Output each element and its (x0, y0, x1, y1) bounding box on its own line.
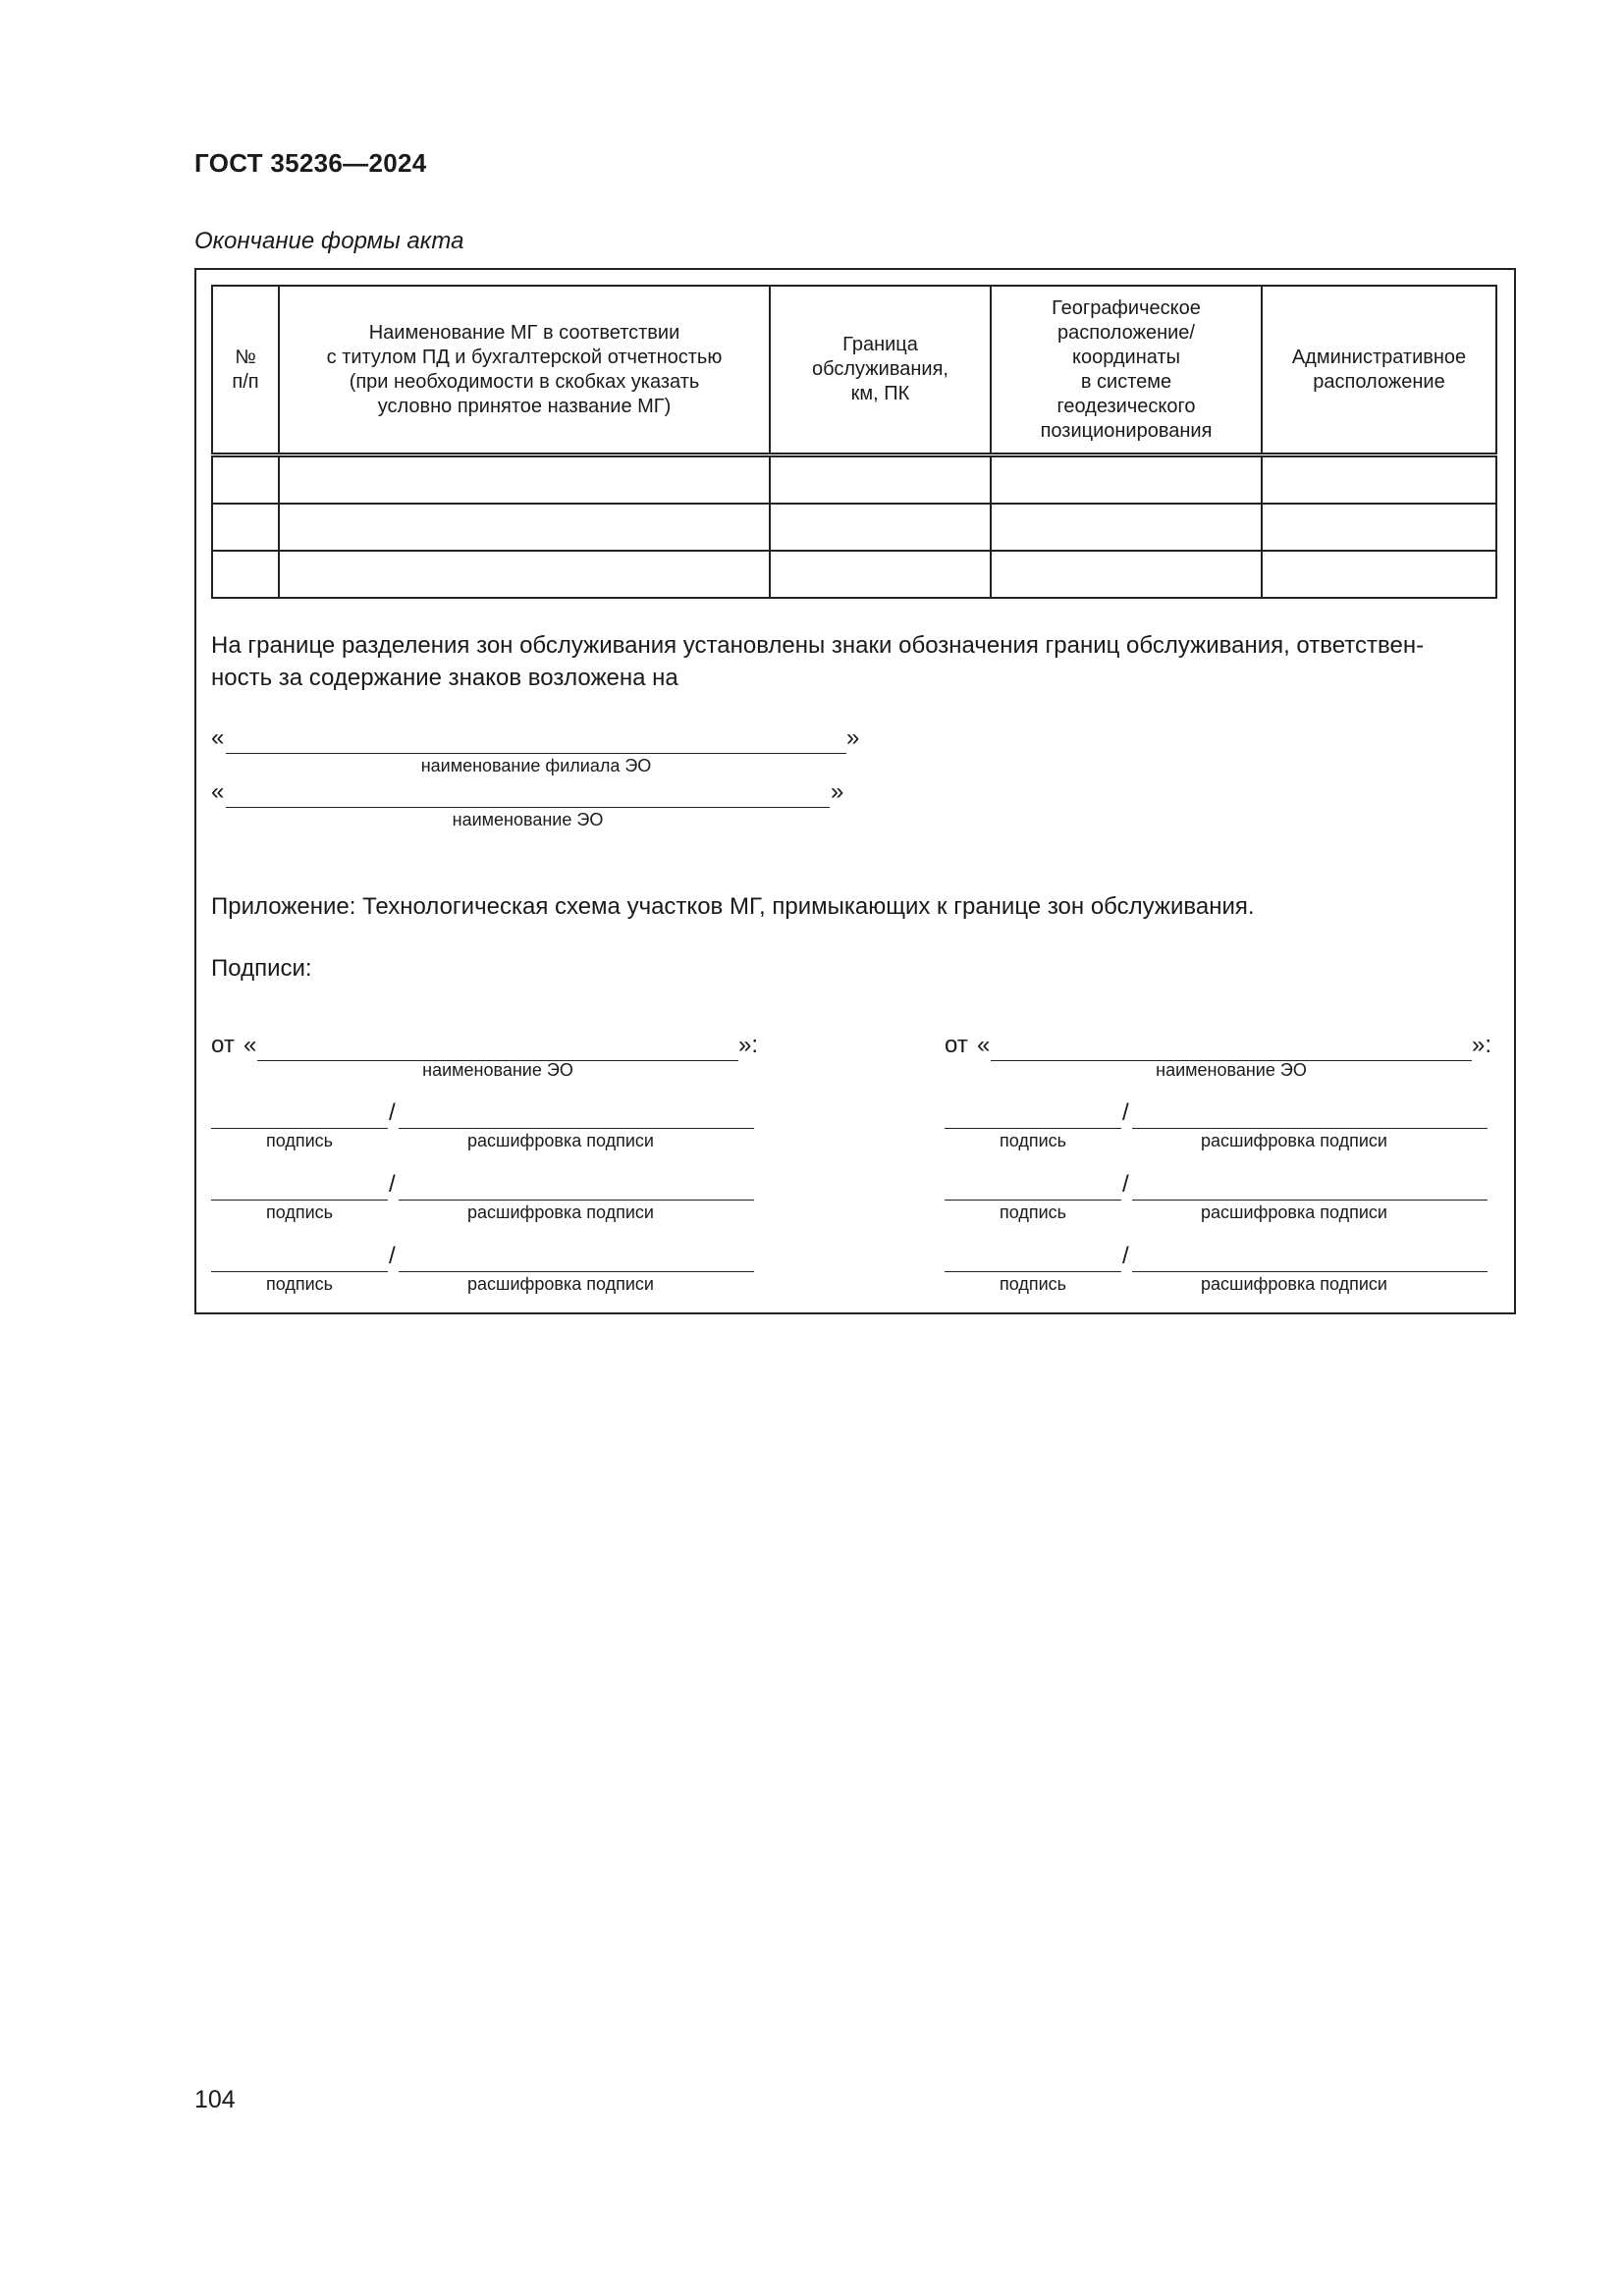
table-cell[interactable] (991, 455, 1262, 505)
eo-name-caption: наименование ЭО (452, 810, 604, 829)
quote-close: » (846, 724, 860, 751)
col-header-line: Административное (1291, 346, 1467, 368)
paragraph-line: ность за содержание знаков возложена на (211, 665, 678, 691)
branch-name-field[interactable] (226, 724, 846, 754)
signature-caption: подпись (265, 1274, 334, 1294)
col-header-line: Наименование МГ в соответствии (368, 321, 680, 344)
signature-decode-caption: расшифровка подписи (467, 1274, 654, 1294)
sig-separator: / (1122, 1171, 1129, 1198)
branch-name-caption: наименование филиала ЭО (420, 756, 652, 775)
appendix-text: Приложение: Технологическая схема участков МГ, примыкающих к границе зон обслуживания. (211, 893, 1255, 920)
signature-caption: подпись (999, 1131, 1067, 1150)
table-cell[interactable] (770, 504, 991, 551)
quote-close-colon: »: (1472, 1032, 1492, 1058)
form-caption: Окончание формы акта (194, 228, 464, 254)
table-cell[interactable] (279, 504, 770, 551)
col-header-line: Граница (842, 334, 918, 355)
table-cell[interactable] (1262, 504, 1496, 551)
col-header-line: координаты (1072, 346, 1180, 368)
quote-close: » (831, 778, 844, 805)
signature-decode-caption: расшифровка подписи (1201, 1131, 1387, 1150)
signature-field[interactable] (211, 1099, 388, 1129)
signature-caption: подпись (999, 1274, 1067, 1294)
signature-decode-field[interactable] (1132, 1099, 1488, 1129)
table-cell[interactable] (991, 551, 1262, 598)
col-header-geo-location (991, 286, 1262, 455)
table-row (212, 455, 1496, 505)
col-header-line: п/п (232, 370, 259, 393)
signature-field[interactable] (211, 1171, 388, 1201)
from-eo-caption-right: наименование ЭО (1156, 1060, 1307, 1080)
signature-field[interactable] (945, 1171, 1121, 1201)
table-row (212, 504, 1496, 551)
col-header-admin-location (1262, 286, 1496, 455)
from-eo-caption-left: наименование ЭО (422, 1060, 573, 1080)
from-label: от (945, 1032, 968, 1058)
col-header-pipeline-name (279, 286, 770, 455)
sig-separator: / (1122, 1099, 1129, 1126)
table-cell[interactable] (770, 455, 991, 505)
signature-decode-field[interactable] (399, 1243, 754, 1272)
signature-decode-field[interactable] (399, 1171, 754, 1201)
from-label: от (211, 1032, 235, 1058)
responsibility-paragraph (211, 629, 1495, 694)
table-cell[interactable] (212, 551, 279, 598)
quote-open: « (211, 778, 225, 805)
table-cell[interactable] (991, 504, 1262, 551)
signature-field[interactable] (945, 1243, 1121, 1272)
col-header-line: (при необходимости в скобках указать (349, 370, 700, 393)
col-header-number (212, 286, 279, 455)
signature-caption: подпись (265, 1202, 334, 1222)
signature-caption: подпись (265, 1131, 334, 1150)
signature-decode-caption: расшифровка подписи (467, 1131, 654, 1150)
table-cell[interactable] (279, 551, 770, 598)
page-number: 104 (194, 2086, 236, 2113)
table-cell[interactable] (1262, 455, 1496, 505)
signature-caption: подпись (999, 1202, 1067, 1222)
signature-decode-caption: расшифровка подписи (1201, 1274, 1387, 1294)
sig-separator: / (389, 1243, 396, 1269)
col-header-line: обслуживания, (812, 358, 948, 380)
col-header-line: геодезического (1056, 395, 1196, 417)
from-eo-field-left[interactable] (257, 1032, 738, 1061)
col-header-line: позиционирования (1040, 419, 1213, 442)
boundary-table (211, 285, 1497, 599)
col-header-line: условно принятое название МГ) (377, 395, 672, 417)
table-cell[interactable] (212, 455, 279, 505)
doc-header: ГОСТ 35236—2024 (194, 148, 427, 178)
col-header-line: в системе (1080, 370, 1172, 393)
signature-decode-caption: расшифровка подписи (1201, 1202, 1387, 1222)
col-header-line: км, ПК (850, 383, 910, 404)
from-eo-field-right[interactable] (991, 1032, 1472, 1061)
quote-open: « (211, 724, 225, 751)
table-row (212, 551, 1496, 598)
col-header-line: расположение/ (1057, 321, 1195, 344)
signature-decode-field[interactable] (1132, 1171, 1488, 1201)
quote-open: « (244, 1032, 257, 1058)
col-header-line: с титулом ПД и бухгалтерской отчетностью (326, 346, 723, 368)
quote-open: « (977, 1032, 991, 1058)
col-header-service-boundary (770, 286, 991, 455)
table-cell[interactable] (279, 455, 770, 505)
col-header-line: расположение (1313, 370, 1445, 393)
col-header-line: № (235, 346, 256, 368)
signature-field[interactable] (945, 1099, 1121, 1129)
eo-name-field[interactable] (226, 778, 830, 808)
sig-separator: / (1122, 1243, 1129, 1269)
col-header-line: Географическое (1052, 296, 1201, 319)
table-cell[interactable] (212, 504, 279, 551)
quote-close-colon: »: (738, 1032, 759, 1058)
signature-field[interactable] (211, 1243, 388, 1272)
sig-separator: / (389, 1099, 396, 1126)
signature-decode-field[interactable] (399, 1099, 754, 1129)
signatures-title: Подписи: (211, 955, 312, 982)
signature-decode-caption: расшифровка подписи (467, 1202, 654, 1222)
sig-separator: / (389, 1171, 396, 1198)
paragraph-line: На границе разделения зон обслуживания установлены знаки обозначения границ обслуживания, ответствен- (211, 632, 1425, 659)
table-cell[interactable] (1262, 551, 1496, 598)
signature-decode-field[interactable] (1132, 1243, 1488, 1272)
table-cell[interactable] (770, 551, 991, 598)
